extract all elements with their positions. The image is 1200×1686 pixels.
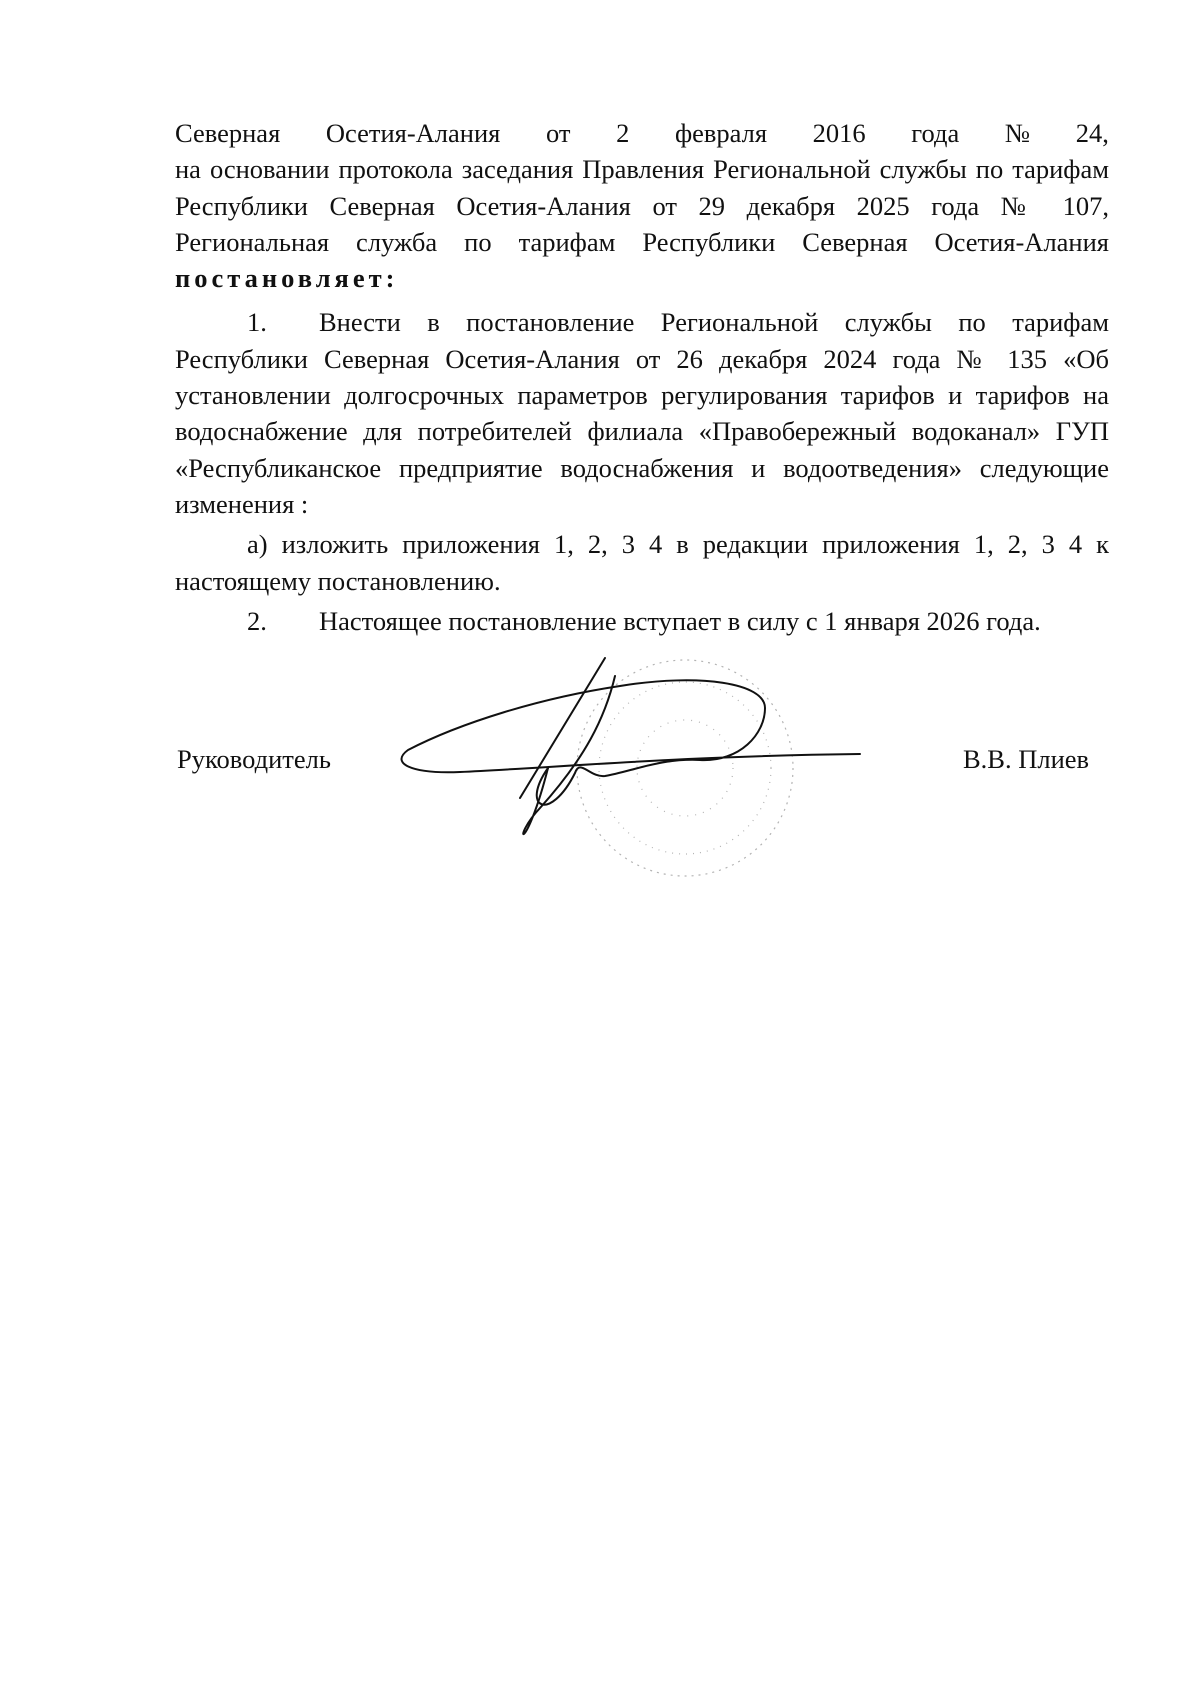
- document-body: [175, 115, 1109, 639]
- line1-word: 2016: [812, 118, 866, 148]
- item-2-number: 2.: [247, 605, 267, 636]
- line1-word: февраля: [674, 118, 768, 148]
- paragraph-basis: [175, 151, 1109, 296]
- line1-word: Осетия-Алания: [325, 118, 501, 148]
- line1-word: года: [911, 118, 960, 148]
- subitem-a: [175, 526, 1109, 599]
- signatory-title: Руководитель: [177, 744, 331, 774]
- resolves-keyword: постановляет:: [175, 263, 399, 294]
- paragraph-continuation: [175, 115, 1109, 151]
- line1-word: от: [545, 118, 571, 148]
- item-2-text: Настоящее постановление вступает в силу с 1 января 2026 года.: [319, 605, 1041, 636]
- signatory-name: В.В. Плиев: [963, 744, 1090, 774]
- item-1-number: 1.: [247, 307, 267, 338]
- line1-word: 24,: [1075, 118, 1109, 148]
- item-1: [175, 304, 1109, 522]
- line1-word: №: [1004, 118, 1031, 148]
- line1-word: Северная: [175, 118, 281, 148]
- basis-text: на основании протокола заседания Правления Региональной службы по тарифам Республики Северная Осетия-Алания от 29 декабря 2025 года № 107, Региональная служба по тарифам Республики Северная Осетия-Алания: [175, 154, 1109, 257]
- subitem-a-text: а) изложить приложения 1, 2, 3 4 в редакции приложения 1, 2, 3 4 к настоящему постановлению.: [175, 529, 1109, 596]
- item-1-text: Внести в постановление Региональной службы по тарифам Республики Северная Осетия-Алания от 26 декабря 2024 года № 135 «Об установлении долгосрочных параметров регулирования тарифов и тарифов на водоснабжение для потребителей филиала «Правобережный водоканал» ГУП «Республиканское предприятие водоснабжения и водоотведения» следующие изменения :: [175, 307, 1109, 519]
- line1-word: 2: [616, 118, 630, 148]
- item-2: [175, 603, 1109, 639]
- signature-block: [0, 744, 1200, 784]
